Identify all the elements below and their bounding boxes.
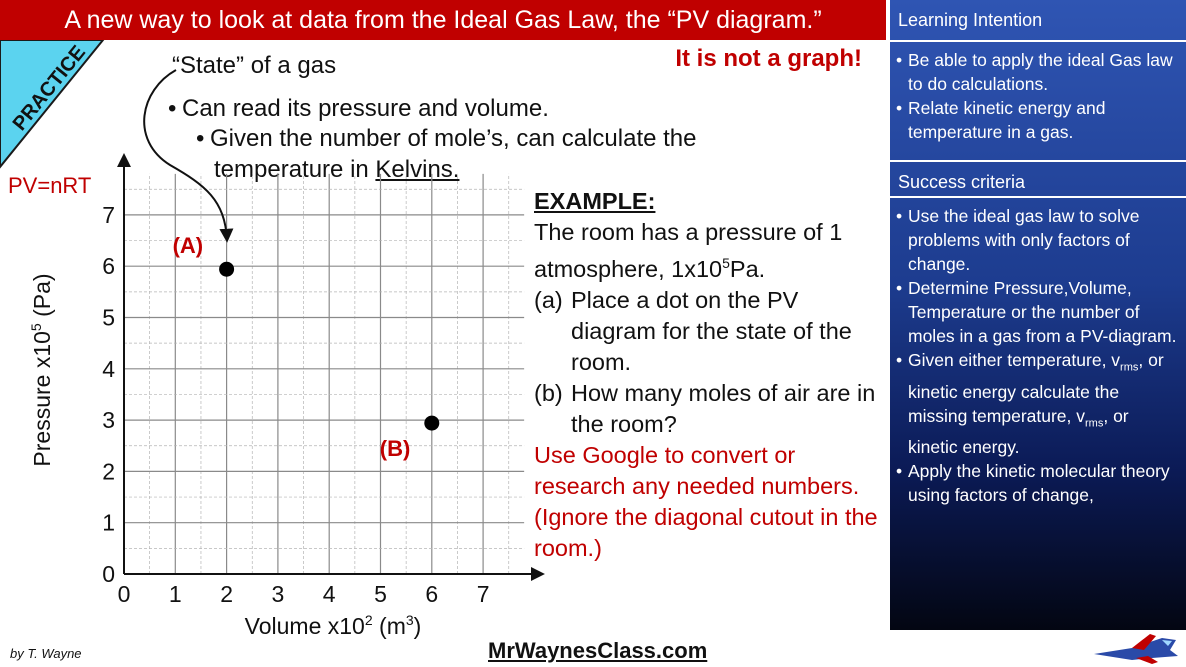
bullet-1-text: Can read its pressure and volume. — [182, 95, 549, 122]
intention-item: • Relate kinetic energy and temperature in a gas. — [908, 96, 1180, 144]
state-label: “State” of a gas — [172, 52, 337, 79]
state-point-label: (B) — [379, 436, 411, 462]
y-tick-label: 6 — [102, 253, 115, 280]
bullet-dot: • — [196, 125, 205, 152]
bullet-2-text: Given the number of mole’s, can calculate the — [210, 125, 697, 152]
criteria-item: • Determine Pressure,Volume, Temperature or the number of moles in a gas from a PV-diagram. — [908, 276, 1180, 348]
criteria-item: • Use the ideal gas law to solve problems with only factors of change. — [908, 204, 1180, 276]
criteria-list — [890, 198, 1186, 507]
bullet-2-text-cont: temperature in — [214, 156, 369, 183]
sidebar — [890, 0, 1186, 630]
example-line1: The room has a pressure of 1 atmosphere, $1x10^5Pa$. — [534, 219, 843, 282]
y-tick-label: 5 — [102, 304, 115, 331]
y-tick-label: 2 — [102, 458, 115, 485]
y-tick-label: 1 — [102, 509, 115, 536]
x-tick-label: 3 — [271, 581, 285, 607]
x-axis-label: Volume $x10^2$ $(m^3)$ — [244, 612, 422, 639]
example-heading: EXAMPLE: — [534, 188, 656, 214]
x-tick-label: 5 — [374, 581, 387, 607]
intentions-list — [890, 42, 1186, 144]
formula-label: PV=nRT — [8, 173, 92, 198]
x-tick-label: 6 — [425, 581, 439, 607]
intention-item: • Be able to apply the ideal Gas law to do calculations. — [908, 48, 1180, 96]
x-tick-label: 7 — [476, 581, 490, 607]
x-tick-label: 4 — [322, 581, 336, 607]
x-tick-label: 0 — [117, 581, 131, 607]
state-point-label: (A) — [172, 233, 204, 259]
y-tick-label: 7 — [102, 201, 115, 228]
kelvins-word: Kelvins. — [375, 156, 460, 183]
x-tick-label: 2 — [220, 581, 233, 607]
not-a-graph-note: It is not a graph! — [675, 45, 862, 72]
example-block — [534, 186, 879, 564]
author-credit: by T. Wayne — [10, 646, 82, 661]
x-tick-label: 1 — [168, 581, 182, 607]
example-item-a: (a) Place a dot on the PV diagram for the state of the room. — [534, 286, 852, 375]
bullet-dot: • — [168, 95, 177, 122]
criteria-item: • Apply the kinetic molecular theory using factors of change, — [908, 459, 1180, 507]
criteria-item: • Given either temperature, $v_{rms}$, or kinetic energy calculate the missing temperature, $v_{rms}$, or kinetic energy. — [908, 348, 1180, 459]
y-tick-label: 0 — [102, 561, 115, 587]
title-bar: A new way to look at data from the Ideal Gas Law, the “PV diagram.” — [0, 0, 886, 40]
y-tick-label: 3 — [102, 407, 115, 434]
site-link[interactable]: MrWaynesClass.com — [488, 638, 708, 663]
state-point — [219, 262, 234, 277]
example-item-b: (b) How many moles of air are in the room? — [534, 379, 876, 437]
y-axis-label: Pressure $x10^5$ (Pa) — [28, 273, 55, 467]
y-tick-label: 4 — [102, 355, 115, 382]
jet-icon — [1092, 632, 1180, 666]
learning-intention-heading: Learning Intention — [890, 0, 1186, 42]
chart-points — [173, 233, 440, 461]
state-point — [424, 416, 439, 431]
chart-axes — [124, 156, 542, 574]
practice-badge-text: PRACTICE — [8, 41, 91, 135]
example-note: Use Google to convert or research any needed numbers. (Ignore the diagonal cutout in the room.) — [534, 441, 878, 561]
success-criteria-heading: Success criteria — [890, 160, 1186, 198]
